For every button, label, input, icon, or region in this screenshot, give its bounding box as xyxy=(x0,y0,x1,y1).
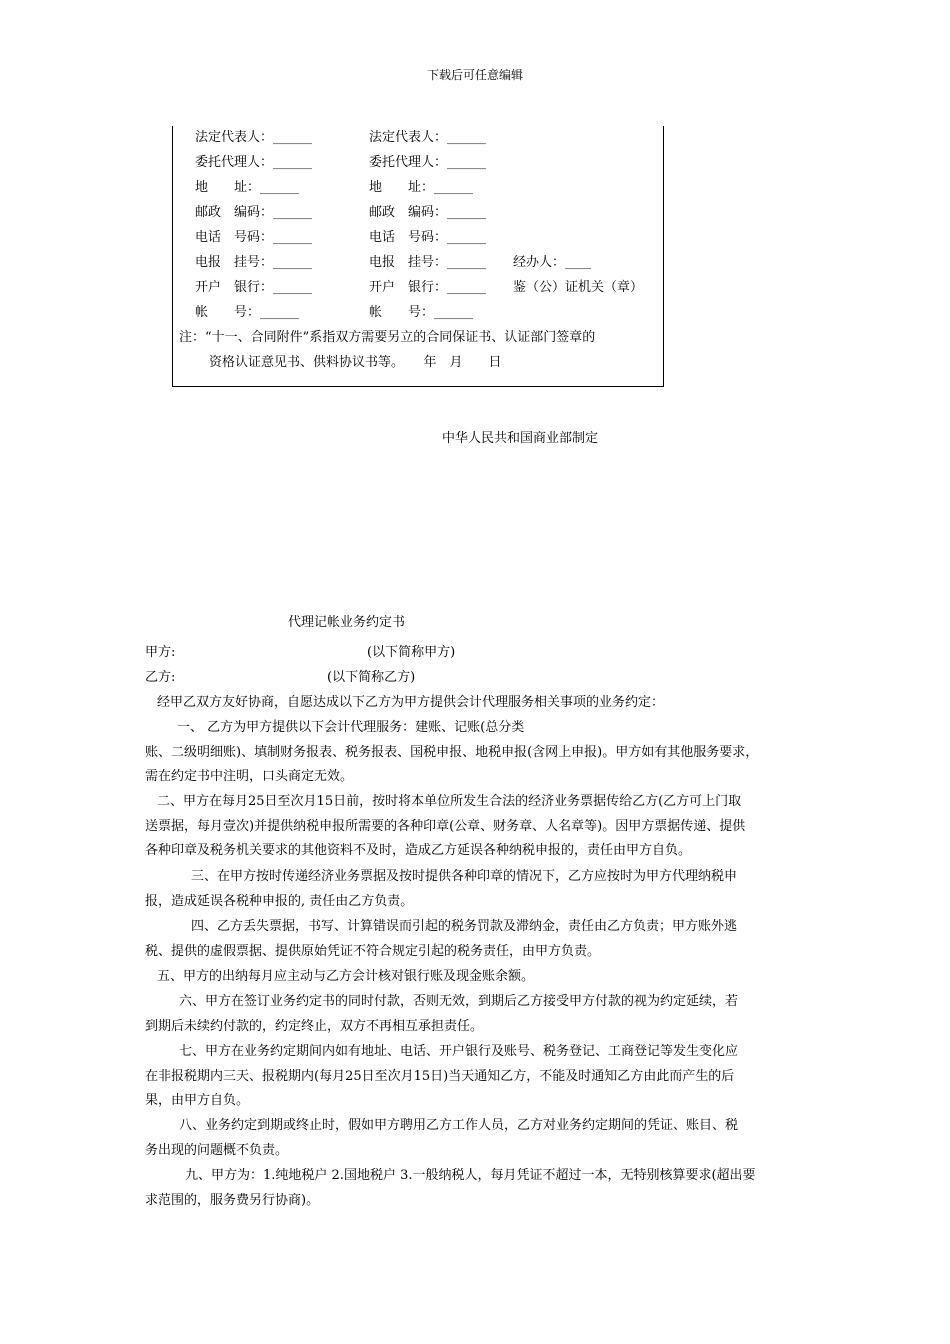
clause-2 xyxy=(145,790,810,864)
clause-3-line: 报，造成延误各税种申报的, 责任由乙方负责。 xyxy=(145,893,414,909)
clause-7-line: 果，由甲方自负。 xyxy=(145,1093,250,1108)
party-a-bank: 开户 银行：______ xyxy=(195,280,313,295)
notary-seal: 鉴（公）证机关（章） xyxy=(513,280,644,295)
table-row xyxy=(173,226,663,250)
clause-5 xyxy=(145,965,810,990)
clause-1-line: 需在约定书中注明，口头商定无效。 xyxy=(145,769,354,784)
party-a-agent: 委托代理人：______ xyxy=(195,155,313,170)
clause-1 xyxy=(145,716,810,790)
party-a-address: 地 址：______ xyxy=(195,180,300,195)
table-row xyxy=(173,351,663,375)
clause-7-line: 在非报税期内三天、报税期内(每月25日至次月15日)当天通知乙方，不能及时通知乙方由此而产生的后 xyxy=(145,1068,735,1084)
party-a-account: 帐 号：______ xyxy=(195,305,300,320)
clause-8-line: 务出现的问题概不负责。 xyxy=(145,1142,289,1158)
intro-text: 经甲乙双方友好协商，自愿达成以下乙方为甲方提供会计代理服务相关事项的业务约定： xyxy=(157,695,665,710)
handler: 经办人：____ xyxy=(513,255,592,270)
clause-6-line: 六、甲方在签订业务约定书的同时付款，否则无效，到期后乙方接受甲方付款的视为约定延续，若 xyxy=(179,994,739,1009)
clause-7 xyxy=(145,1040,810,1114)
clause-4-line: 税、提供的虚假票据、提供原始凭证不符合规定引起的税务责任，由甲方负责。 xyxy=(145,943,601,959)
signature-table xyxy=(172,126,664,387)
clause-8 xyxy=(145,1114,810,1163)
party-b-legal-rep: 法定代表人：______ xyxy=(369,130,487,145)
table-row xyxy=(173,276,663,300)
table-note-line1: 注：“十一、合同附件”系指双方需要另立的合同保证书、认证部门签章的 xyxy=(179,330,596,345)
table-row xyxy=(173,176,663,200)
clause-5-line: 五、甲方的出纳每月应主动与乙方会计核对银行账及现金账余额。 xyxy=(157,969,535,984)
party-b-bank: 开户 银行：______ xyxy=(369,280,487,295)
clause-8-line: 八、业务约定到期或终止时，假如甲方聘用乙方工作人员，乙方对业务约定期间的凭证、账目、税 xyxy=(179,1118,739,1133)
clause-6 xyxy=(145,990,810,1039)
clause-2-line: 各种印章及税务机关要求的其他资料不及时，造成乙方延误各种纳税申报的，责任由甲方自负。 xyxy=(145,843,692,858)
table-row xyxy=(173,151,663,175)
clause-9-line: 求范围的，服务费另行协商)。 xyxy=(145,1192,320,1208)
party-a-legal-rep: 法定代表人：______ xyxy=(195,130,313,145)
clause-9 xyxy=(145,1164,810,1213)
party-b-line xyxy=(145,666,810,691)
party-b-phone: 电话 号码：______ xyxy=(369,230,487,245)
issuing-authority: 中华人民共和国商业部制定 xyxy=(442,431,599,446)
document-title: 代理记帐业务约定书 xyxy=(288,615,406,630)
party-a-telegraph: 电报 挂号：______ xyxy=(195,255,313,270)
clause-9-line: 九、甲方为：1.纯地税户 2.国地税户 3.一般纳税人，每月凭证不超过一本，无特别核算要求(超出要 xyxy=(185,1168,756,1183)
party-b-account: 帐 号：______ xyxy=(369,305,474,320)
party-a-line xyxy=(145,641,810,666)
clause-6-line: 到期后未续约付款的，约定终止，双方不再相互承担责任。 xyxy=(145,1018,484,1034)
party-b-address: 地 址：______ xyxy=(369,180,474,195)
table-row xyxy=(173,326,663,350)
clause-3 xyxy=(145,865,810,914)
clause-1-line: 账、二级明细账)、填制财务报表、税务报表、国税申报、地税申报(含网上申报)。甲方如有其他服务要求， xyxy=(145,744,759,760)
clause-3-line: 三、在甲方按时传递经济业务票据及按时提供各种印章的情况下，乙方应按时为甲方代理纳税申 xyxy=(191,869,738,884)
clause-7-line: 七、甲方在业务约定期间内如有地址、电话、开户银行及账号、税务登记、工商登记等发生变化应 xyxy=(179,1044,739,1059)
table-row xyxy=(173,201,663,225)
clause-2-line: 二、甲方在每月25日至次月15日前，按时将本单位所发生合法的经济业务票据传给乙方(乙方可上门取 xyxy=(157,794,742,809)
party-b-label: 乙方: xyxy=(145,670,176,685)
table-note-line2: 资格认证意见书、供料协议书等。 年 月 日 xyxy=(209,355,502,370)
clause-4 xyxy=(145,915,810,964)
table-row xyxy=(173,251,663,275)
party-a-suffix: (以下简称甲方) xyxy=(367,645,456,660)
clause-2-line: 送票据，每月壹次)并提供纳税申报所需要的各种印章(公章、财务章、人名章等)。因甲方票据传递、提供 xyxy=(145,818,746,834)
table-row xyxy=(173,126,663,150)
party-b-suffix: (以下简称乙方) xyxy=(327,670,416,685)
intro-paragraph xyxy=(145,691,810,716)
clause-1-line: 一、 乙方为甲方提供以下会计代理服务：建账、记账(总分类 xyxy=(177,720,525,735)
party-a-postcode: 邮政 编码：______ xyxy=(195,205,313,220)
header-note: 下载后可任意编辑 xyxy=(426,68,523,82)
party-a-phone: 电话 号码：______ xyxy=(195,230,313,245)
clause-4-line: 四、乙方丢失票据，书写、计算错误而引起的税务罚款及滞纳金，责任由乙方负责；甲方账外逃 xyxy=(191,919,738,934)
party-a-label: 甲方: xyxy=(145,645,176,660)
party-b-telegraph: 电报 挂号：______ xyxy=(369,255,487,270)
party-b-agent: 委托代理人：______ xyxy=(369,155,487,170)
table-row xyxy=(173,301,663,325)
party-b-postcode: 邮政 编码：______ xyxy=(369,205,487,220)
